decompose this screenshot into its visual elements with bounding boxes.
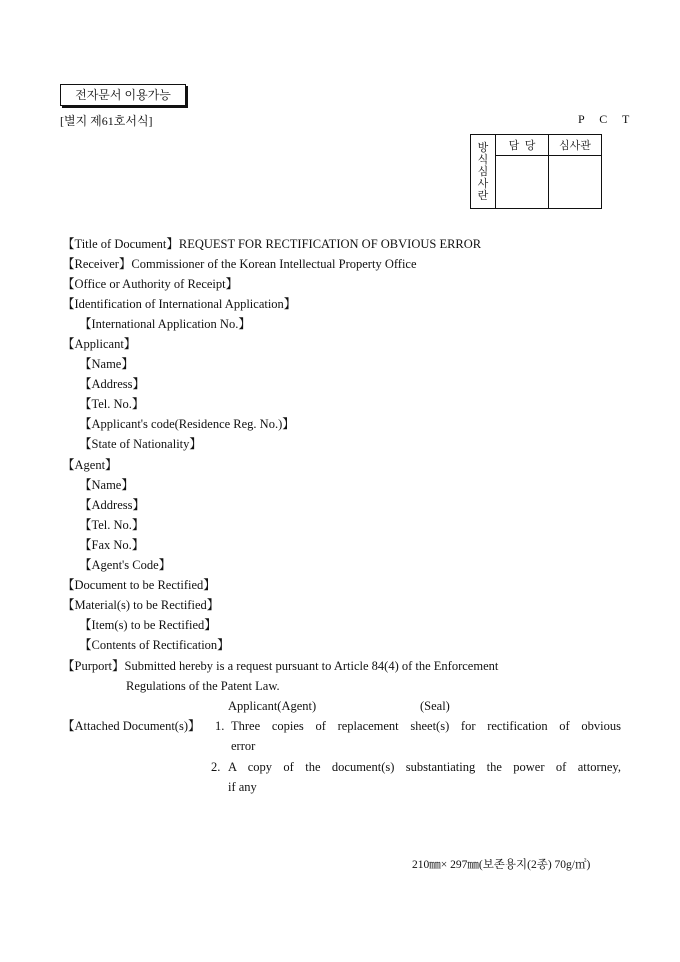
receiver-line: 【Receiver】Commissioner of the Korean Intellectual Property Office bbox=[62, 257, 417, 271]
applicant-tel-line: 【Tel. No.】 bbox=[79, 397, 145, 411]
electronic-document-available-box: 전자문서 이용가능 bbox=[60, 84, 186, 106]
applicant-address-line: 【Address】 bbox=[79, 377, 145, 391]
applicant-code-line: 【Applicant's code(Residence Reg. No.)】 bbox=[79, 417, 295, 431]
applicant-line: 【Applicant】 bbox=[62, 337, 137, 351]
state-of-nationality-line: 【State of Nationality】 bbox=[79, 437, 202, 451]
purport-line: 【Purport】Submitted hereby is a request pursuant to Article 84(4) of the Enforcement bbox=[62, 659, 499, 673]
material-to-be-rectified-line: 【Material(s) to be Rectified】 bbox=[62, 598, 220, 612]
exam-side-label bbox=[471, 135, 496, 209]
international-application-no-line: 【International Application No.】 bbox=[79, 317, 251, 331]
attached-documents-label: 【Attached Document(s)】 bbox=[62, 719, 201, 733]
contents-of-rectification-line: 【Contents of Rectification】 bbox=[79, 638, 230, 652]
attached-item-1-text: Three copies of replacement sheet(s) for rectification of obvious bbox=[231, 719, 621, 733]
agent-address-line: 【Address】 bbox=[79, 498, 145, 512]
exam-signature-cell-2 bbox=[549, 156, 602, 209]
pct-mark: P C T bbox=[578, 112, 636, 126]
attached-item-1-text-cont: error bbox=[231, 739, 256, 753]
item-to-be-rectified-line: 【Item(s) to be Rectified】 bbox=[79, 618, 217, 632]
agent-tel-line: 【Tel. No.】 bbox=[79, 518, 145, 532]
signer-label: Applicant(Agent) bbox=[228, 699, 317, 713]
attached-item-2-number: 2. bbox=[211, 760, 221, 774]
title-of-document-line: 【Title of Document】REQUEST FOR RECTIFICATION OF OBVIOUS ERROR bbox=[62, 237, 482, 251]
attached-item-2-text-cont: if any bbox=[228, 780, 257, 794]
paper-spec: 210㎜× 297㎜(보존용지(2종) 70g/㎡) bbox=[412, 859, 591, 871]
exam-side-char: 방 bbox=[477, 141, 489, 154]
office-of-receipt-line: 【Office or Authority of Receipt】 bbox=[62, 277, 239, 291]
agent-code-line: 【Agent's Code】 bbox=[79, 558, 172, 572]
exam-side-char: 사 bbox=[477, 177, 489, 190]
agent-fax-line: 【Fax No.】 bbox=[79, 538, 145, 552]
exam-col-examiner: 심사관 bbox=[549, 135, 602, 156]
attached-item-1-number: 1. bbox=[215, 719, 225, 733]
exam-col-person-in-charge: 담 당 bbox=[496, 135, 549, 156]
exam-side-char: 식 bbox=[477, 153, 489, 166]
attached-item-2-text: A copy of the document(s) substantiating the power of attorney, bbox=[228, 760, 621, 774]
purport-continuation: Regulations of the Patent Law. bbox=[126, 679, 280, 693]
seal-label: (Seal) bbox=[420, 699, 450, 713]
exam-side-char: 란 bbox=[477, 189, 489, 202]
exam-signature-cell-1 bbox=[496, 156, 549, 209]
form-number: [별지 제61호서식] bbox=[60, 114, 153, 128]
applicant-name-line: 【Name】 bbox=[79, 357, 134, 371]
document-to-be-rectified-line: 【Document to be Rectified】 bbox=[62, 578, 216, 592]
examination-stamp-table bbox=[470, 134, 602, 209]
international-application-id-line: 【Identification of International Application】 bbox=[62, 297, 297, 311]
exam-side-char: 심 bbox=[477, 165, 489, 178]
agent-line: 【Agent】 bbox=[62, 458, 118, 472]
agent-name-line: 【Name】 bbox=[79, 478, 134, 492]
